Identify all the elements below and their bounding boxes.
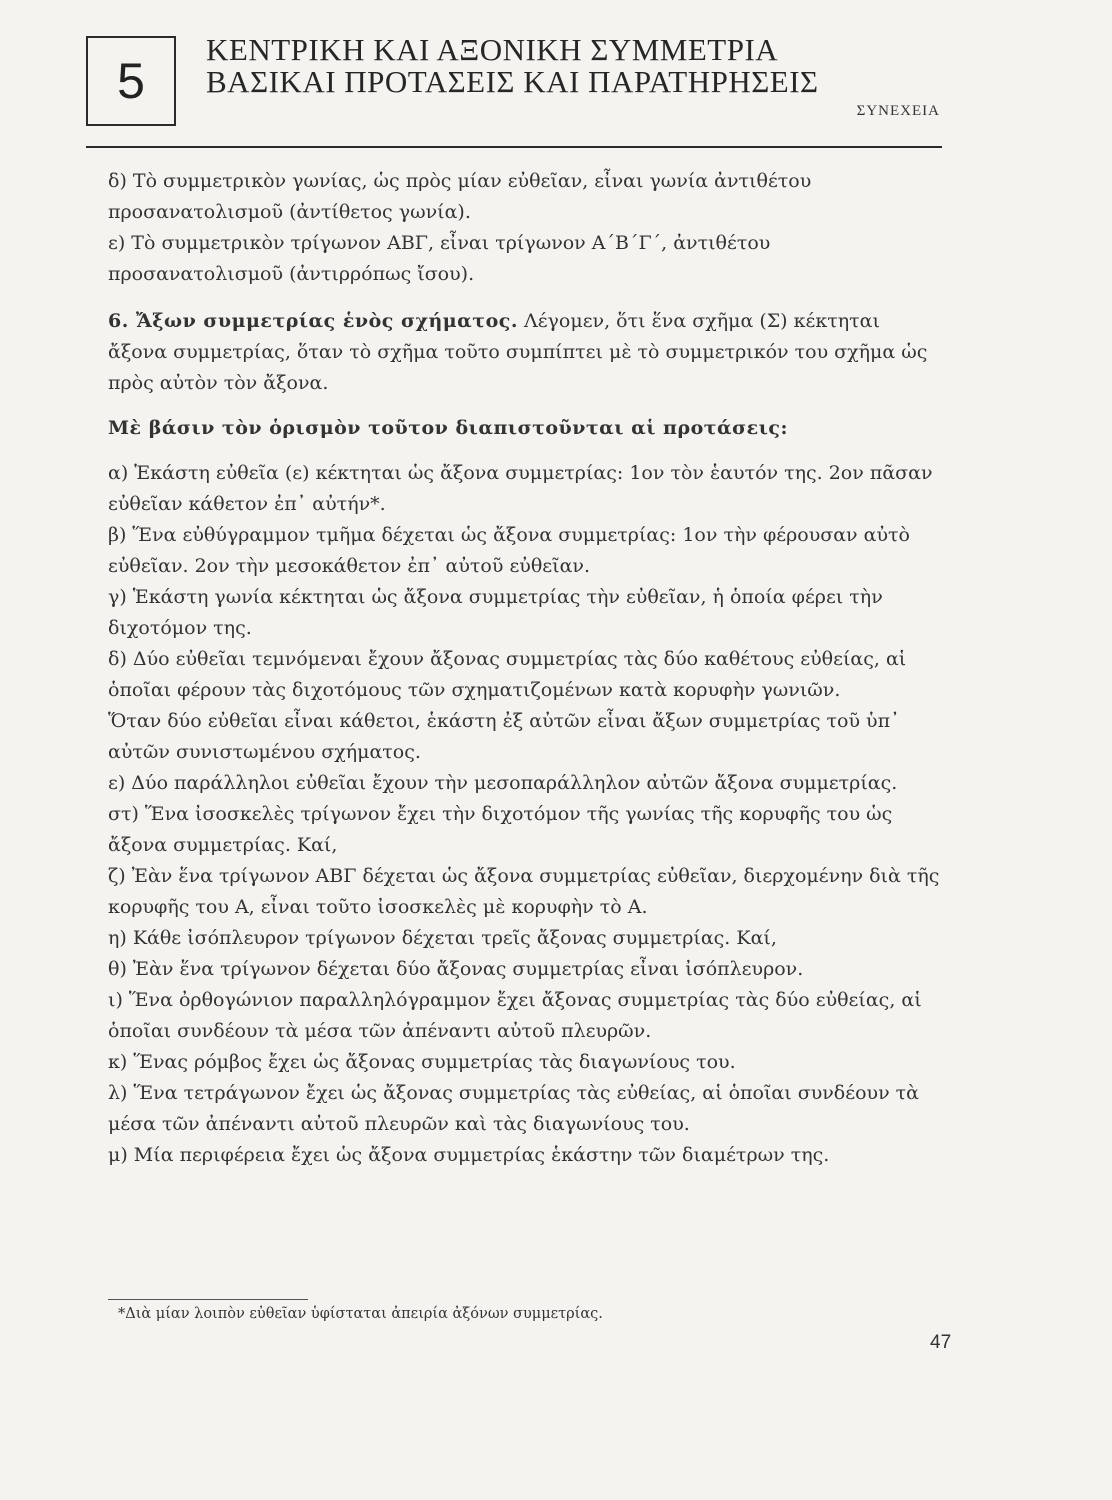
list-item: δ) Δύο εὐθεῖαι τεμνόμεναι ἔχουν ἄξονας συμμετρίας τὰς δύο καθέτους εὐθείας, αἱ ὁποῖαι φέρουν τὰς διχοτόμους τῶν σχηματιζομένων κατὰ κορυφὴν γωνιῶν. <box>108 648 907 701</box>
paragraph-epsilon: ε) Τὸ συμμετρικὸν τρίγωνον ΑΒΓ, εἶναι τρίγωνον Α΄Β΄Γ΄, ἀντιθέτου προσανατολισμοῦ (ἀντιρρόπως ἴσου). <box>108 232 771 285</box>
header-rule <box>86 146 942 148</box>
list-item: ι) Ἕνα ὀρθογώνιον παραλληλόγραμμον ἔχει ἄξονας συμμετρίας τὰς δύο εὐθείας, αἱ ὁποῖαι συνδέουν τὰ μέσα τῶν ἀπέναντι αὐτοῦ πλευρῶν. <box>108 989 922 1042</box>
list-item: β) Ἕνα εὐθύγραμμον τμῆμα δέχεται ὡς ἄξονα συμμετρίας: 1ον τὴν φέρουσαν αὐτὸ εὐθεῖαν. 2ον τὴν μεσοκάθετον ἐπ᾽ αὐτοῦ εὐθεῖαν. <box>108 524 910 577</box>
chapter-number-box <box>86 36 176 126</box>
list-item: γ) Ἑκάστη γωνία κέκτηται ὡς ἄξονα συμμετρίας τὴν εὐθεῖαν, ἡ ὁποία φέρει τὴν διχοτόμον της. <box>108 586 883 639</box>
list-item: ε) Δύο παράλληλοι εὐθεῖαι ἔχουν τὴν μεσοπαράλληλον αὐτῶν ἄξονα συμμετρίας. <box>108 772 898 794</box>
section-6-paragraph <box>108 306 944 399</box>
section-6-heading: 6. Ἄξων συμμετρίας ἑνὸς σχήματος. <box>108 310 518 332</box>
chapter-title-line-2: ΒΑΣΙΚΑΙ ΠΡΟΤΑΣΕΙΣ ΚΑΙ ΠΑΡΑΤΗΡΗΣΕΙΣ <box>206 64 819 99</box>
page-body <box>108 166 944 1171</box>
page-number: 47 <box>930 1332 952 1353</box>
list-item: η) Κάθε ἰσόπλευρον τρίγωνον δέχεται τρεῖς ἄξονας συμμετρίας. Καί, <box>108 927 777 949</box>
list-item: Ὅταν δύο εὐθεῖαι εἶναι κάθετοι, ἑκάστη ἐξ αὐτῶν εἶναι ἄξων συμμετρίας τοῦ ὑπ᾽ αὐτῶν συνιστωμένου σχήματος. <box>108 710 900 763</box>
paragraph-delta: δ) Τὸ συμμετρικὸν γωνίας, ὡς πρὸς μίαν εὐθεῖαν, εἶναι γωνία ἀντιθέτου προσανατολισμοῦ (ἀντίθετος γωνία). <box>108 170 812 223</box>
chapter-number: 5 <box>117 53 145 109</box>
list-item: κ) Ἕνας ρόμβος ἔχει ὡς ἄξονας συμμετρίας τὰς διαγωνίους του. <box>108 1051 736 1073</box>
list-item: θ) Ἐὰν ἕνα τρίγωνον δέχεται δύο ἄξονας συμμετρίας εἶναι ἰσόπλευρον. <box>108 958 804 980</box>
list-item: λ) Ἕνα τετράγωνον ἔχει ὡς ἄξονας συμμετρίας τὰς εὐθείας, αἱ ὁποῖαι συνδέουν τὰ μέσα τῶν ἀπέναντι αὐτοῦ πλευρῶν καὶ τὰς διαγωνίους του. <box>108 1082 920 1135</box>
list-item: στ) Ἕνα ἰσοσκελὲς τρίγωνον ἔχει τὴν διχοτόμον τῆς γωνίας τῆς κορυφῆς του ὡς ἄξονα συμμετρίας. Καί, <box>108 803 893 856</box>
section-6-text: Λέγομεν, ὅτι ἕνα σχῆμα (Σ) κέκτηται ἄξονα συμμετρίας, ὅταν τὸ σχῆμα τοῦτο συμπίπτει μὲ τὸ συμμετρικόν του σχῆμα ὡς πρὸς αὐτὸν τὸν ἄξονα. <box>108 310 928 394</box>
propositions-heading: Μὲ βάσιν τὸν ὁρισμὸν τοῦτον διαπιστοῦνται αἱ προτάσεις: <box>108 417 788 439</box>
continued-label: ΣΥΝΕΧΕΙΑ <box>856 103 940 119</box>
list-item: μ) Μία περιφέρεια ἔχει ὡς ἄξονα συμμετρίας ἑκάστην τῶν διαμέτρων της. <box>108 1144 830 1166</box>
list-item: ζ) Ἐὰν ἕνα τρίγωνον ΑΒΓ δέχεται ὡς ἄξονα συμμετρίας εὐθεῖαν, διερχομένην διὰ τῆς κορυφῆς του Α, εἶναι τοῦτο ἰσοσκελὲς μὲ κορυφὴν τὸ Α. <box>108 865 940 918</box>
footnote: *Διὰ μίαν λοιπὸν εὐθεῖαν ὑφίσταται ἀπειρία ἀξόνων συμμετρίας. <box>118 1306 603 1322</box>
list-item: α) Ἑκάστη εὐθεῖα (ε) κέκτηται ὡς ἄξονα συμμετρίας: 1ον τὸν ἑαυτόν της. 2ον πᾶσαν εὐθεῖαν κάθετον ἐπ᾽ αὐτήν*. <box>108 462 933 515</box>
chapter-title-line-1: ΚΕΝΤΡΙΚΗ ΚΑΙ ΑΞΟΝΙΚΗ ΣΥΜΜΕΤΡΙΑ <box>206 32 779 67</box>
footnote-rule <box>108 1299 308 1300</box>
